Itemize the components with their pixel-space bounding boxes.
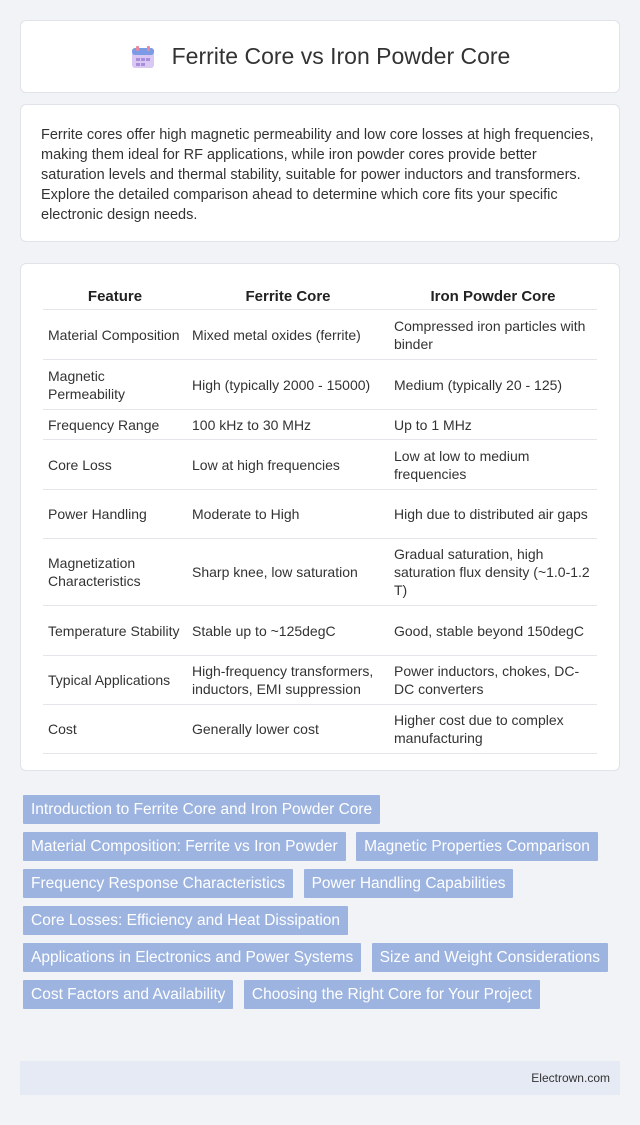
table-row [43,410,597,440]
table-row [43,606,597,656]
topic-tag[interactable]: Applications in Electronics and Power Systems [23,943,361,972]
topic-tags [20,795,620,1017]
table-row [43,440,597,490]
table-cell: Power Handling [43,490,187,539]
calendar-icon [130,44,156,70]
header-feature: Feature [43,282,187,310]
table-row [43,360,597,410]
table-cell: Generally lower cost [187,705,389,754]
table-cell: Moderate to High [187,490,389,539]
intro-card [20,104,620,242]
table-row [43,705,597,754]
topic-tag[interactable]: Frequency Response Characteristics [23,869,293,898]
topic-tag[interactable]: Size and Weight Considerations [372,943,608,972]
table-cell: Typical Applications [43,656,187,705]
topic-tag[interactable]: Cost Factors and Availability [23,980,233,1009]
table-cell: High due to distributed air gaps [389,490,597,539]
table-cell: High (typically 2000 - 15000) [187,360,389,410]
table-cell: Good, stable beyond 150degC [389,606,597,656]
table-cell: Low at high frequencies [187,440,389,490]
table-cell: Material Composition [43,310,187,360]
table-cell: Medium (typically 20 - 125) [389,360,597,410]
table-header-row [43,282,597,310]
table-cell: Magnetic Permeability [43,360,187,410]
topic-tag[interactable]: Power Handling Capabilities [304,869,514,898]
table-row [43,490,597,539]
topic-tag[interactable]: Introduction to Ferrite Core and Iron Powder Core [23,795,380,824]
topic-tag[interactable]: Core Losses: Efficiency and Heat Dissipation [23,906,348,935]
page-title: Ferrite Core vs Iron Powder Core [171,43,511,69]
table-cell: 100 kHz to 30 MHz [187,410,389,440]
comparison-table-card [20,263,620,771]
table-row [43,539,597,606]
table-cell: Compressed iron particles with binder [389,310,597,360]
table-cell: High-frequency transformers, inductors, EMI suppression [187,656,389,705]
topic-tag[interactable]: Choosing the Right Core for Your Project [244,980,540,1009]
comparison-table [43,282,597,754]
table-cell: Mixed metal oxides (ferrite) [187,310,389,360]
table-cell: Stable up to ~125degC [187,606,389,656]
table-cell: Up to 1 MHz [389,410,597,440]
table-cell: Frequency Range [43,410,187,440]
table-cell: Magnetization Characteristics [43,539,187,606]
header-ferrite: Ferrite Core [187,282,389,310]
footer-site-name[interactable]: Electrown.com [531,1071,610,1085]
table-row [43,656,597,705]
table-cell: Higher cost due to complex manufacturing [389,705,597,754]
table-cell: Sharp knee, low saturation [187,539,389,606]
table-cell: Core Loss [43,440,187,490]
table-cell: Power inductors, chokes, DC-DC converters [389,656,597,705]
table-cell: Low at low to medium frequencies [389,440,597,490]
footer [20,1061,620,1095]
topic-tag[interactable]: Magnetic Properties Comparison [356,832,598,861]
title-card [20,20,620,93]
header-iron-powder: Iron Powder Core [389,282,597,310]
table-cell: Cost [43,705,187,754]
table-row [43,310,597,360]
topic-tag[interactable]: Material Composition: Ferrite vs Iron Powder [23,832,346,861]
intro-text: Ferrite cores offer high magnetic permeability and low core losses at high frequencies, making them ideal for RF applications, while iron powder cores provide better saturation levels and thermal stability, suitable for power inductors and transformers. Explore the detailed comparison ahead to determine which core fits your specific electronic design needs. [41,127,594,223]
table-cell: Temperature Stability [43,606,187,656]
table-cell: Gradual saturation, high saturation flux density (~1.0-1.2 T) [389,539,597,606]
